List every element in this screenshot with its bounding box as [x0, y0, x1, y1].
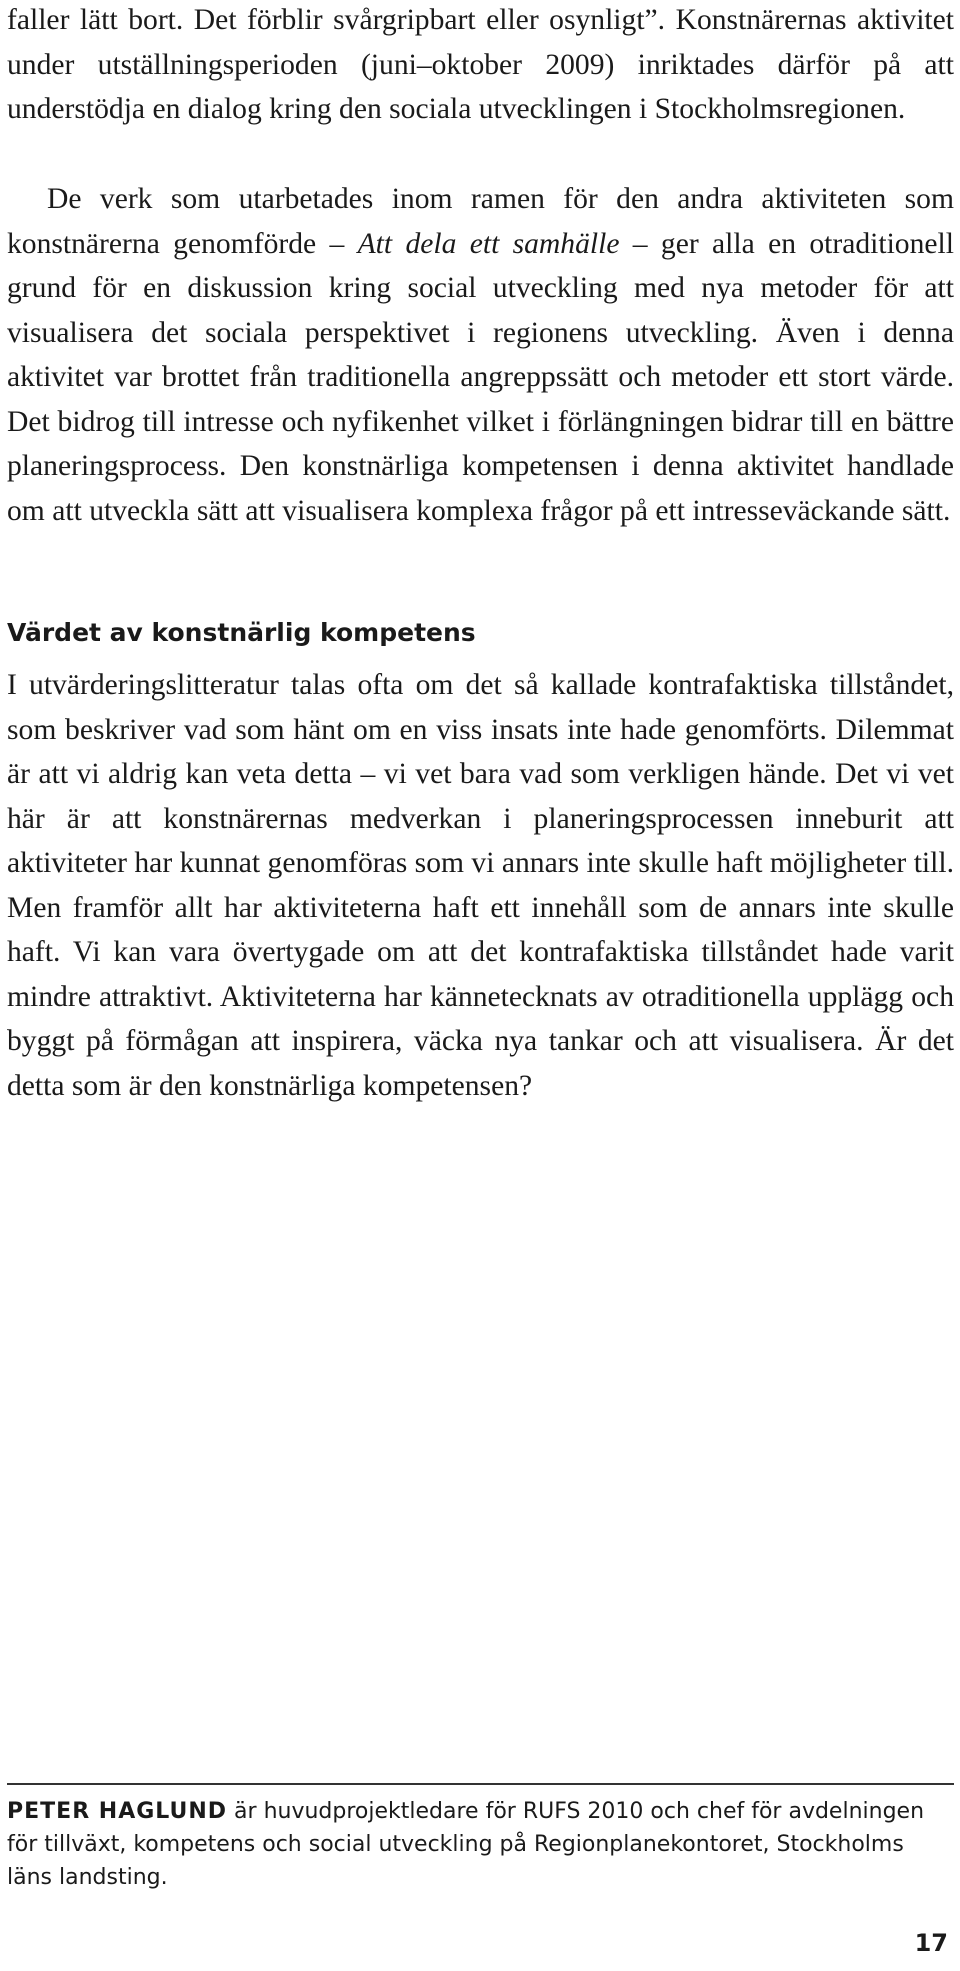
work-title: Att dela ett samhälle [357, 227, 620, 260]
footnote-divider [7, 1783, 954, 1785]
paragraph-3: I utvärderingslitteratur talas ofta om det så kallade kontrafaktiska tillståndet, som beskriver vad som hänt om en viss insats inte hade genomförts. Dilemmat är att vi aldrig kan veta detta – vi vet bara vad som verkligen hände. Det vi vet här är att konstnärernas medverkan i planeringsprocessen inneburit att aktiviteter har kunnat genomföras som vi annars inte skulle haft möjligheter till. Men framför allt har aktiviteterna haft ett innehåll som de annars inte skulle haft. Vi kan vara övertygade om att det kontrafaktiska tillståndet hade varit mindre attraktivt. Aktiviteterna har kännetecknats av otraditionella upplägg och byggt på förmågan att inspirera, väcka nya tankar och att visualisera. Är det detta som är den konstnärliga kompetensen? [7, 669, 954, 1102]
paragraph-1: faller lätt bort. Det förblir svårgripbart eller osynligt”. Konstnärernas aktivitet under utställningsperioden (juni–oktober 2009) inriktades därför på att understödja en dialog kring den sociala utvecklingen i Stockholmsregionen. [7, 4, 954, 125]
author-description: är huvudprojektledare för RUFS 2010 och chef för avdelningen för tillväxt, kompetens och social utveckling på Regionplanekontoret, Stockholms läns landsting. [7, 1799, 925, 1890]
paragraph-2-lead: De verk som utarbetades inom ramen för den andra aktiviteten som konstnärerna genomförde – [7, 183, 954, 260]
paragraph-2-rest: – ger alla en otraditionell grund för en diskussion kring social utveckling med nya metoder för att visualisera det sociala perspektivet i regionens utveckling. Även i denna aktivitet var brottet från traditionella angreppssätt och metoder ett stort värde. Det bidrog till intresse och nyfikenhet vilket i förlängningen bidrar till en bättre planeringsprocess. Den konstnärliga kompetensen i denna aktivitet handlade om att utveckla sätt att visualisera komplexa frågor på ett intresseväckande sätt. [7, 227, 954, 527]
author-footnote [7, 1795, 954, 1894]
page-number: 17 [914, 1929, 948, 1957]
section-heading: Värdet av konstnärlig kompetens [7, 618, 476, 647]
author-name: PETER HAGLUND [7, 1799, 228, 1824]
paragraph-2 [7, 177, 954, 533]
document-page [7, 0, 954, 1971]
